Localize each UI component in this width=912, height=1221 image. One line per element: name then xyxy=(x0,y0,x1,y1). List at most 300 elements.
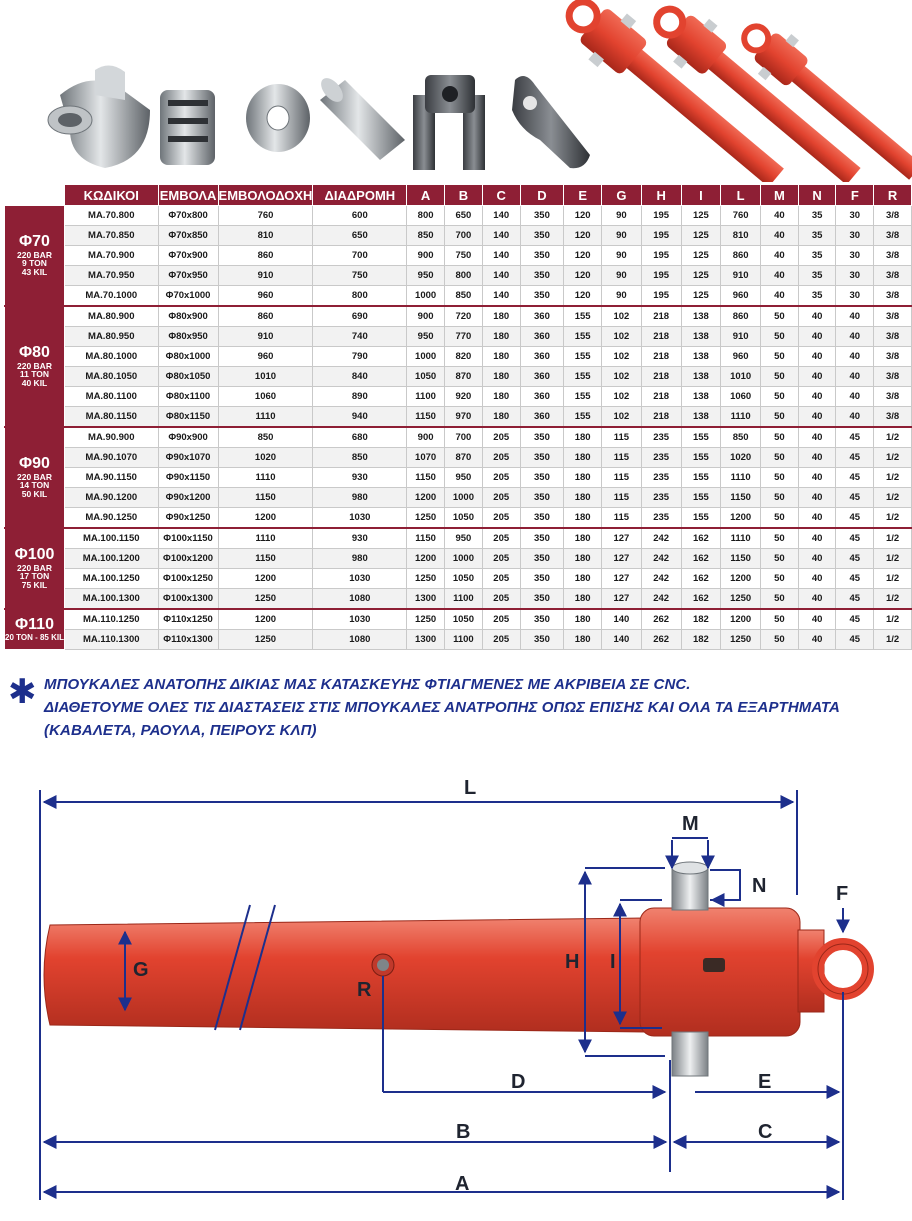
table-cell: Φ80x1050 xyxy=(158,367,218,387)
table-cell: 1000 xyxy=(445,549,483,569)
table-cell: 50 xyxy=(761,508,799,529)
table-cell: Φ70x950 xyxy=(158,266,218,286)
table-cell: 680 xyxy=(313,427,407,448)
group-label-cell xyxy=(5,206,65,307)
table-cell: 920 xyxy=(445,387,483,407)
table-cell: Φ100x1200 xyxy=(158,549,218,569)
group-name: Φ110 xyxy=(15,615,54,633)
table-cell: 3/8 xyxy=(874,387,912,407)
table-cell: Φ110x1300 xyxy=(158,630,218,650)
table-cell: 140 xyxy=(602,609,642,630)
table-cell: 870 xyxy=(445,448,483,468)
table-cell: 40 xyxy=(798,306,836,327)
table-cell: 138 xyxy=(681,306,721,327)
column-header: M xyxy=(761,185,799,206)
table-cell: Φ90x1150 xyxy=(158,468,218,488)
table-cell: 350 xyxy=(520,630,564,650)
table-cell: 50 xyxy=(761,347,799,367)
table-cell: 1/2 xyxy=(874,448,912,468)
table-cell: 125 xyxy=(681,226,721,246)
table-cell: 205 xyxy=(482,630,520,650)
table-row xyxy=(5,427,912,448)
table-row xyxy=(5,286,912,307)
table-cell: 50 xyxy=(761,387,799,407)
table-cell: 155 xyxy=(681,488,721,508)
table-cell: Φ80x950 xyxy=(158,327,218,347)
table-cell: 125 xyxy=(681,266,721,286)
table-cell: 45 xyxy=(836,488,874,508)
table-cell: 40 xyxy=(836,327,874,347)
table-cell: 205 xyxy=(482,508,520,529)
table-cell: 102 xyxy=(602,306,642,327)
group-pressure: 220 BAR xyxy=(17,562,52,573)
table-cell: 218 xyxy=(641,367,681,387)
table-cell: 1200 xyxy=(407,488,445,508)
table-row xyxy=(5,508,912,529)
table-cell: 45 xyxy=(836,549,874,569)
table-cell: 3/8 xyxy=(874,286,912,307)
label-B: B xyxy=(456,1121,471,1143)
table-cell: 180 xyxy=(482,407,520,428)
table-row xyxy=(5,609,912,630)
table-cell: 40 xyxy=(798,630,836,650)
table-cell: 50 xyxy=(761,569,799,589)
table-cell: Φ100x1300 xyxy=(158,589,218,610)
table-cell: 360 xyxy=(520,347,564,367)
table-cell: 350 xyxy=(520,206,564,226)
table-cell: 40 xyxy=(836,367,874,387)
group-kil: 40 KIL xyxy=(21,378,48,389)
table-cell: 970 xyxy=(445,407,483,428)
table-cell: 120 xyxy=(564,246,602,266)
table-cell: Φ70x1000 xyxy=(158,286,218,307)
table-cell: 700 xyxy=(445,226,483,246)
table-cell: MA.90.1070 xyxy=(64,448,158,468)
table-cell: 180 xyxy=(564,508,602,529)
table-cell: 1200 xyxy=(721,569,761,589)
table-cell: 195 xyxy=(641,226,681,246)
table-cell: MA.100.1250 xyxy=(64,569,158,589)
table-cell: 30 xyxy=(836,286,874,307)
label-A: A xyxy=(455,1173,470,1195)
table-cell: 155 xyxy=(681,508,721,529)
label-C: C xyxy=(758,1121,773,1143)
table-cell: 350 xyxy=(520,549,564,569)
table-cell: 840 xyxy=(313,367,407,387)
group-pressure: 220 BAR xyxy=(17,249,52,260)
table-cell: 120 xyxy=(564,266,602,286)
table-cell: 155 xyxy=(681,427,721,448)
table-cell: 1030 xyxy=(313,508,407,529)
table-cell: 115 xyxy=(602,427,642,448)
table-cell: 350 xyxy=(520,427,564,448)
table-cell: MA.70.800 xyxy=(64,206,158,226)
column-header: ΕΜΒΟΛΑ xyxy=(158,185,218,206)
table-cell: 350 xyxy=(520,246,564,266)
table-cell: 1050 xyxy=(445,508,483,529)
table-cell: 650 xyxy=(313,226,407,246)
table-cell: 155 xyxy=(564,407,602,428)
table-cell: 180 xyxy=(564,468,602,488)
table-cell: 205 xyxy=(482,589,520,610)
table-cell: 850 xyxy=(407,226,445,246)
table-cell: 120 xyxy=(564,286,602,307)
table-cell: 650 xyxy=(445,206,483,226)
table-cell: 50 xyxy=(761,407,799,428)
table-cell: 40 xyxy=(836,407,874,428)
table-cell: 360 xyxy=(520,387,564,407)
table-cell: 1/2 xyxy=(874,630,912,650)
table-cell: 40 xyxy=(761,246,799,266)
column-header: C xyxy=(482,185,520,206)
table-cell: 1030 xyxy=(313,609,407,630)
table-cell: 90 xyxy=(602,226,642,246)
table-cell: 205 xyxy=(482,569,520,589)
table-cell: 35 xyxy=(798,206,836,226)
table-cell: 860 xyxy=(218,306,313,327)
table-cell: 910 xyxy=(218,266,313,286)
table-cell: 40 xyxy=(761,266,799,286)
column-header: E xyxy=(564,185,602,206)
table-row xyxy=(5,468,912,488)
table-cell: 102 xyxy=(602,367,642,387)
table-cell: 950 xyxy=(407,266,445,286)
table-cell: 262 xyxy=(641,609,681,630)
table-cell: 1200 xyxy=(218,508,313,529)
table-cell: 1300 xyxy=(407,630,445,650)
table-cell: 35 xyxy=(798,266,836,286)
spec-table xyxy=(4,184,912,650)
table-cell: Φ70x900 xyxy=(158,246,218,266)
table-cell: 1/2 xyxy=(874,569,912,589)
table-cell: 35 xyxy=(798,246,836,266)
table-cell: 205 xyxy=(482,528,520,549)
table-cell: 1250 xyxy=(407,569,445,589)
table-cell: 242 xyxy=(641,589,681,610)
table-cell: MA.80.1000 xyxy=(64,347,158,367)
table-cell: 235 xyxy=(641,448,681,468)
table-cell: 50 xyxy=(761,609,799,630)
table-cell: 115 xyxy=(602,508,642,529)
table-cell: 1150 xyxy=(721,488,761,508)
table-cell: MA.80.1150 xyxy=(64,407,158,428)
table-cell: 180 xyxy=(564,630,602,650)
table-cell: 45 xyxy=(836,589,874,610)
table-cell: 180 xyxy=(482,306,520,327)
table-cell: 140 xyxy=(482,246,520,266)
table-cell: 960 xyxy=(218,286,313,307)
column-header: ΚΩΔΙΚΟΙ xyxy=(64,185,158,206)
table-cell: 690 xyxy=(313,306,407,327)
table-row xyxy=(5,266,912,286)
table-cell: 195 xyxy=(641,206,681,226)
table-cell: 3/8 xyxy=(874,327,912,347)
table-cell: 40 xyxy=(761,206,799,226)
table-cell: 1/2 xyxy=(874,609,912,630)
table-cell: MA.80.900 xyxy=(64,306,158,327)
table-cell: 205 xyxy=(482,488,520,508)
table-cell: 1050 xyxy=(445,609,483,630)
table-cell: 1250 xyxy=(407,609,445,630)
table-cell: 180 xyxy=(482,387,520,407)
table-cell: 180 xyxy=(564,569,602,589)
table-cell: 700 xyxy=(313,246,407,266)
table-cell: 140 xyxy=(602,630,642,650)
table-cell: 50 xyxy=(761,630,799,650)
table-cell: 760 xyxy=(721,206,761,226)
table-cell: 960 xyxy=(721,286,761,307)
table-cell: 182 xyxy=(681,609,721,630)
pin-part xyxy=(317,74,405,160)
table-cell: 350 xyxy=(520,508,564,529)
table-cell: 195 xyxy=(641,266,681,286)
table-cell: 1150 xyxy=(407,407,445,428)
note-line-2: ΔΙΑΘΕΤΟΥΜΕ ΟΛΕΣ ΤΙΣ ΔΙΑΣΤΑΣΕΙΣ ΣΤΙΣ ΜΠΟΥΚΑΛΕΣ ΑΝΑΤΡΟΠΗΣ ΟΠΩΣ ΕΠΙΣΗΣ ΚΑΙ ΟΛΑ ΤΑ ΕΞΑΡΤΗΜΑΤΑ xyxy=(44,699,840,716)
table-cell: 138 xyxy=(681,347,721,367)
table-cell: 90 xyxy=(602,286,642,307)
table-cell: 180 xyxy=(564,549,602,569)
table-cell: 125 xyxy=(681,286,721,307)
table-row xyxy=(5,407,912,428)
table-cell: 1010 xyxy=(218,367,313,387)
table-cell: 140 xyxy=(482,206,520,226)
table-cell: 40 xyxy=(798,508,836,529)
table-cell: 950 xyxy=(445,528,483,549)
table-cell: 50 xyxy=(761,549,799,569)
table-cell: 40 xyxy=(836,347,874,367)
table-cell: MA.90.1250 xyxy=(64,508,158,529)
table-cell: 1110 xyxy=(218,528,313,549)
table-cell: 102 xyxy=(602,407,642,428)
table-cell: 810 xyxy=(218,226,313,246)
header-corner xyxy=(5,185,65,206)
table-cell: 45 xyxy=(836,609,874,630)
group-name: Φ100 xyxy=(14,545,55,563)
table-cell: Φ70x850 xyxy=(158,226,218,246)
table-cell: 1/2 xyxy=(874,488,912,508)
table-cell: 40 xyxy=(836,387,874,407)
column-header: G xyxy=(602,185,642,206)
table-cell: 750 xyxy=(445,246,483,266)
table-cell: 218 xyxy=(641,347,681,367)
table-cell: 50 xyxy=(761,327,799,347)
table-cell: 850 xyxy=(721,427,761,448)
table-cell: 90 xyxy=(602,266,642,286)
column-header: R xyxy=(874,185,912,206)
table-cell: 1010 xyxy=(721,367,761,387)
table-cell: 1100 xyxy=(445,589,483,610)
table-cell: 195 xyxy=(641,246,681,266)
table-cell: 1200 xyxy=(721,609,761,630)
label-G: G xyxy=(133,959,149,981)
table-cell: 180 xyxy=(482,367,520,387)
table-cell: 1150 xyxy=(407,468,445,488)
table-cell: 127 xyxy=(602,528,642,549)
table-cell: 1250 xyxy=(218,630,313,650)
table-cell: 127 xyxy=(602,589,642,610)
table-cell: 910 xyxy=(218,327,313,347)
table-cell: MA.80.950 xyxy=(64,327,158,347)
table-cell: 900 xyxy=(407,246,445,266)
table-row xyxy=(5,569,912,589)
table-cell: 242 xyxy=(641,528,681,549)
table-cell: 155 xyxy=(681,448,721,468)
table-cell: 50 xyxy=(761,306,799,327)
table-cell: 950 xyxy=(445,468,483,488)
table-cell: 1000 xyxy=(445,488,483,508)
table-cell: 218 xyxy=(641,387,681,407)
table-cell: 750 xyxy=(313,266,407,286)
table-cell: 30 xyxy=(836,266,874,286)
table-cell: MA.100.1150 xyxy=(64,528,158,549)
table-cell: 45 xyxy=(836,508,874,529)
column-header: I xyxy=(681,185,721,206)
table-cell: 40 xyxy=(798,347,836,367)
split-bushing-part xyxy=(160,90,215,165)
table-cell: 1200 xyxy=(407,549,445,569)
table-cell: 40 xyxy=(798,488,836,508)
table-cell: 45 xyxy=(836,569,874,589)
table-cell: 180 xyxy=(482,347,520,367)
table-cell: 850 xyxy=(313,448,407,468)
table-cell: 800 xyxy=(445,266,483,286)
table-cell: Φ90x1200 xyxy=(158,488,218,508)
table-cell: 770 xyxy=(445,327,483,347)
hook-bracket-part xyxy=(512,76,590,168)
group-kil: 50 KIL xyxy=(21,489,48,500)
label-I: I xyxy=(610,951,616,973)
table-cell: 3/8 xyxy=(874,407,912,428)
table-cell: 90 xyxy=(602,246,642,266)
table-cell: 980 xyxy=(313,549,407,569)
table-cell: 3/8 xyxy=(874,347,912,367)
group-label-cell xyxy=(5,306,65,427)
table-cell: 40 xyxy=(798,327,836,347)
table-cell: 162 xyxy=(681,549,721,569)
table-cell: Φ110x1250 xyxy=(158,609,218,630)
table-cell: 195 xyxy=(641,286,681,307)
table-cell: Φ90x1250 xyxy=(158,508,218,529)
table-cell: 1150 xyxy=(218,488,313,508)
table-cell: 180 xyxy=(564,427,602,448)
table-cell: 50 xyxy=(761,448,799,468)
table-cell: 155 xyxy=(564,347,602,367)
group-name: Φ90 xyxy=(19,454,50,472)
table-cell: 205 xyxy=(482,609,520,630)
table-cell: 45 xyxy=(836,630,874,650)
table-cell: 1000 xyxy=(407,347,445,367)
table-cell: 1150 xyxy=(721,549,761,569)
table-cell: 1300 xyxy=(407,589,445,610)
table-cell: 138 xyxy=(681,387,721,407)
table-cell: 50 xyxy=(761,528,799,549)
table-cell: 820 xyxy=(445,347,483,367)
table-cell: 35 xyxy=(798,226,836,246)
red-cylinders-photo xyxy=(553,0,912,182)
table-cell: 600 xyxy=(313,206,407,226)
table-cell: 1080 xyxy=(313,630,407,650)
table-cell: 350 xyxy=(520,589,564,610)
table-row xyxy=(5,387,912,407)
table-cell: 180 xyxy=(564,448,602,468)
table-cell: 115 xyxy=(602,448,642,468)
table-cell: 720 xyxy=(445,306,483,327)
table-cell: MA.70.850 xyxy=(64,226,158,246)
table-cell: 1020 xyxy=(218,448,313,468)
table-cell: 115 xyxy=(602,468,642,488)
table-cell: 3/8 xyxy=(874,226,912,246)
table-cell: 180 xyxy=(482,327,520,347)
group-name: Φ70 xyxy=(19,232,50,250)
table-cell: 1060 xyxy=(218,387,313,407)
table-cell: 1200 xyxy=(218,569,313,589)
label-H: H xyxy=(565,951,580,973)
washer-part xyxy=(246,84,310,152)
table-cell: MA.80.1100 xyxy=(64,387,158,407)
table-cell: 155 xyxy=(564,367,602,387)
table-cell: 930 xyxy=(313,528,407,549)
table-cell: 980 xyxy=(313,488,407,508)
table-cell: 138 xyxy=(681,407,721,428)
table-cell: Φ80x1000 xyxy=(158,347,218,367)
table-cell: Φ90x900 xyxy=(158,427,218,448)
table-cell: 45 xyxy=(836,427,874,448)
table-cell: 930 xyxy=(313,468,407,488)
table-row xyxy=(5,528,912,549)
table-header-row xyxy=(5,185,912,206)
table-cell: 800 xyxy=(407,206,445,226)
table-cell: Φ80x900 xyxy=(158,306,218,327)
table-cell: 180 xyxy=(564,609,602,630)
table-cell: 350 xyxy=(520,266,564,286)
table-cell: 180 xyxy=(564,589,602,610)
table-cell: 155 xyxy=(681,468,721,488)
table-cell: 205 xyxy=(482,427,520,448)
table-cell: 350 xyxy=(520,488,564,508)
table-cell: MA.110.1250 xyxy=(64,609,158,630)
table-cell: 350 xyxy=(520,226,564,246)
table-cell: 940 xyxy=(313,407,407,428)
group-label-cell xyxy=(5,609,65,650)
table-cell: MA.90.1150 xyxy=(64,468,158,488)
group-pressure: 220 BAR xyxy=(17,360,52,371)
table-cell: 40 xyxy=(761,226,799,246)
table-cell: 350 xyxy=(520,569,564,589)
cylinder-dimension-diagram xyxy=(0,760,912,1221)
table-cell: 40 xyxy=(798,569,836,589)
label-N: N xyxy=(752,875,767,897)
group-label-cell xyxy=(5,528,65,609)
table-cell: 262 xyxy=(641,630,681,650)
table-row xyxy=(5,206,912,226)
table-cell: 138 xyxy=(681,367,721,387)
table-cell: 870 xyxy=(445,367,483,387)
table-cell: 800 xyxy=(313,286,407,307)
table-cell: 50 xyxy=(761,589,799,610)
table-cell: 162 xyxy=(681,589,721,610)
table-row xyxy=(5,306,912,327)
table-body xyxy=(5,206,912,650)
table-cell: 218 xyxy=(641,327,681,347)
table-cell: 1070 xyxy=(407,448,445,468)
label-E: E xyxy=(758,1071,772,1093)
table-row xyxy=(5,448,912,468)
table-cell: 162 xyxy=(681,528,721,549)
table-cell: 40 xyxy=(798,407,836,428)
table-cell: 127 xyxy=(602,569,642,589)
column-header: B xyxy=(445,185,483,206)
table-cell: 1050 xyxy=(445,569,483,589)
